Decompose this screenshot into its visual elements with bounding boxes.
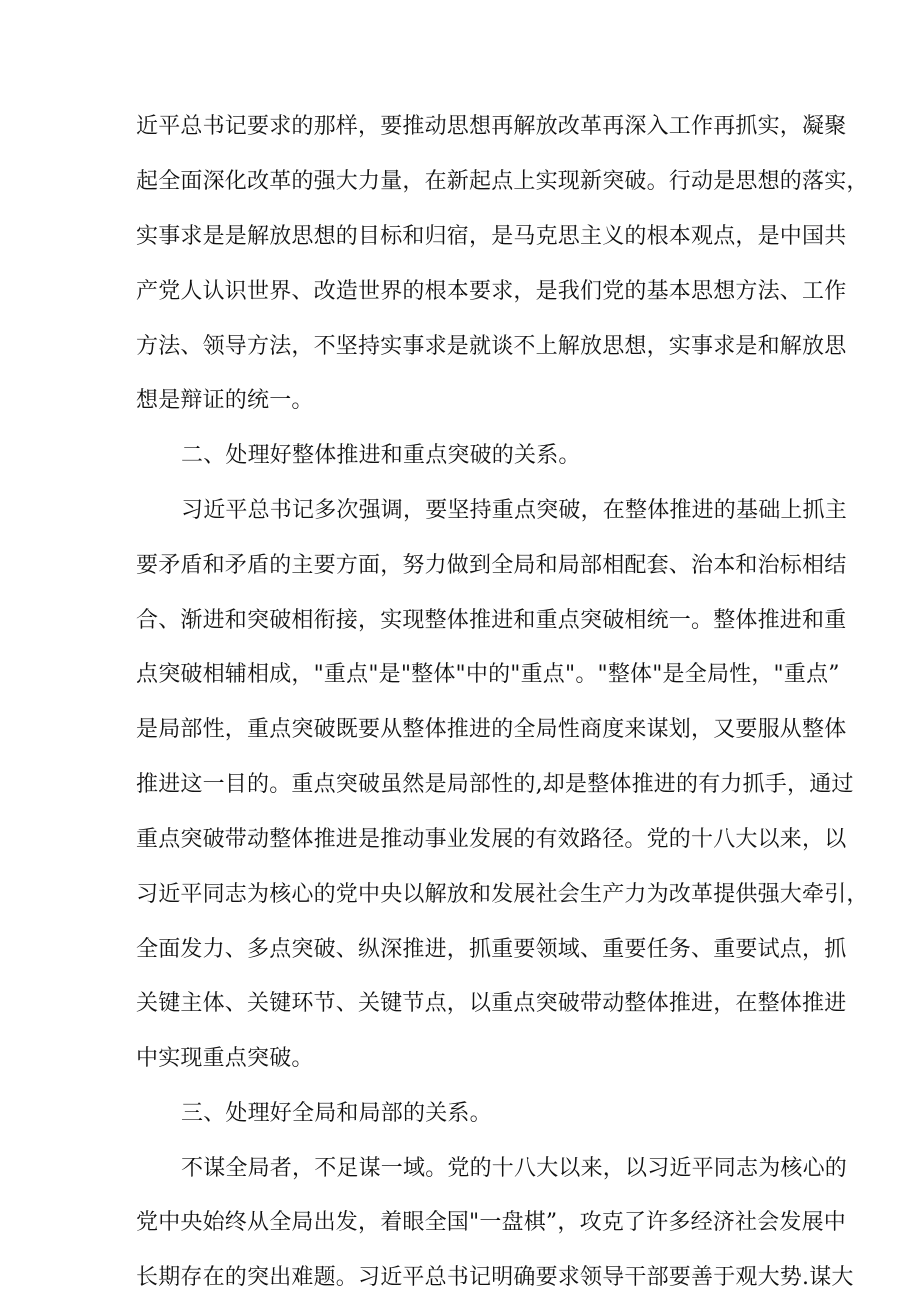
body-text-line: 是局部性，重点突破既要从整体推进的全局性商度来谋划，又要服从整体 [136, 717, 847, 742]
body-text-line: 党中央始终从全局出发，着眼全国"一盘棋”，攻克了许多经济社会发展中 [136, 1210, 846, 1235]
body-text-line: 重点突破带动整体推进是推动事业发展的有效路径。党的十八大以来，以 [136, 827, 847, 852]
body-text-line: 想是辩证的统一。 [136, 388, 314, 413]
body-text-line: 长期存在的突出难题。习近平总书记明确要求领导干部要善于观大势.谋大 [136, 1265, 854, 1290]
section-heading-3: 三、处理好全局和局部的关系。 [181, 1101, 492, 1126]
body-text-line: 近平总书记要求的那样，要推动思想再解放改革再深入工作再抓实，凝聚 [136, 114, 847, 139]
body-text-line: 起全面深化改革的强大力量，在新起点上实现新突破。行动是思想的落实， [136, 169, 869, 194]
body-text-line: 实事求是是解放思想的目标和归宿，是马克思主义的根本观点，是中国共 [136, 224, 847, 249]
body-text-line: 习近平总书记多次强调，要坚持重点突破，在整体推进的基础上抓主 [181, 498, 848, 523]
body-text-line: 中实现重点突破。 [136, 1046, 314, 1071]
body-text-line: 推进这一目的。重点突破虽然是局部性的,却是整体推进的有力抓手，通过 [136, 772, 854, 797]
body-text-line: 全面发力、多点突破、纵深推进，抓重要领域、重要任务、重要试点，抓 [136, 937, 847, 962]
body-text-line: 习近平同志为核心的党中央以解放和发展社会生产力为改革提供强大牵引， [136, 882, 869, 907]
body-text-line: 产党人认识世界、改造世界的根本要求，是我们党的基本思想方法、工作 [136, 279, 847, 304]
body-text-line: 合、渐进和突破相衔接，实现整体推进和重点突破相统一。整体推进和重 [136, 608, 847, 633]
body-text-line: 点突破相辅相成，"重点"是"整体"中的"重点"。"整体"是全局性，"重点” [136, 662, 840, 687]
body-text-line: 方法、领导方法，不坚持实事求是就谈不上解放思想，实事求是和解放思 [136, 334, 847, 359]
body-text-line: 关键主体、关键环节、关键节点，以重点突破带动整体推进，在整体推进 [136, 991, 847, 1016]
body-text-line: 不谋全局者，不足谋一域。党的十八大以来，以习近平同志为核心的 [181, 1156, 848, 1181]
section-heading-2: 二、处理好整体推进和重点突破的关系。 [181, 443, 581, 468]
body-text-line: 要矛盾和矛盾的主要方面，努力做到全局和局部相配套、治本和治标相结 [136, 553, 847, 578]
